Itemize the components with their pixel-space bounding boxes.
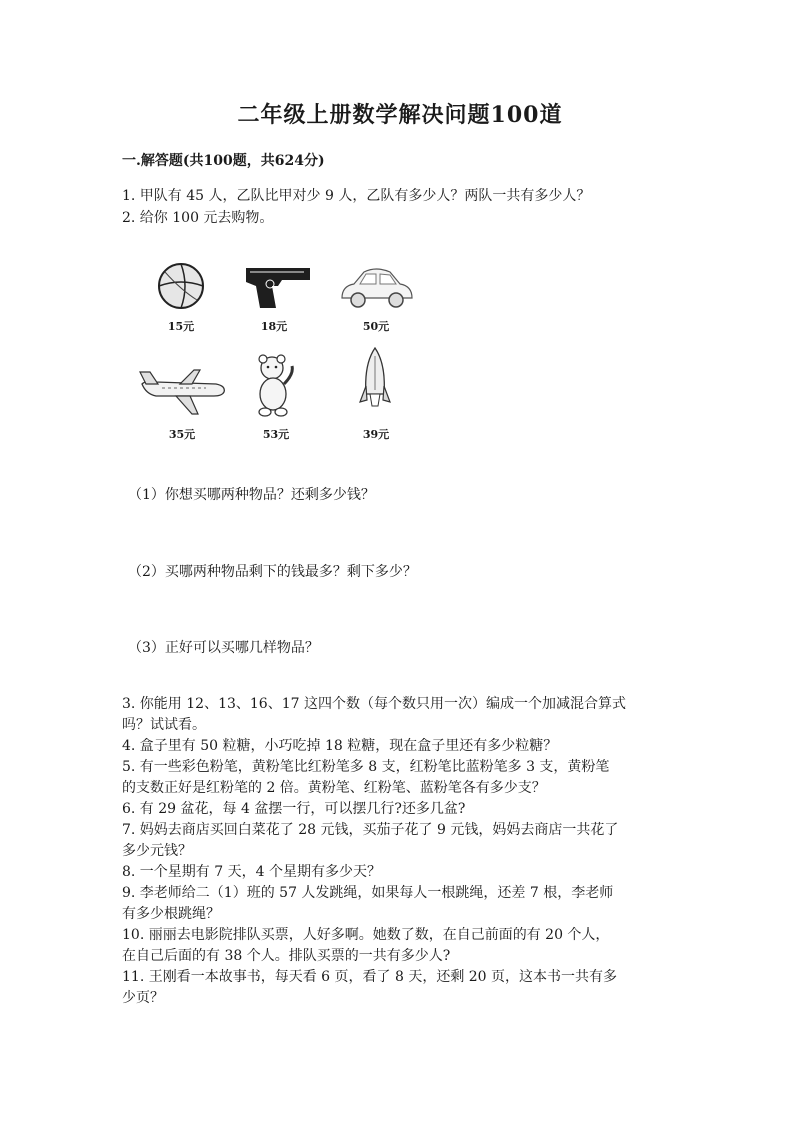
question-7-line-1: 7. 妈妈去商店买回白菜花了 28 元钱，买茄子花了 9 元钱，妈妈去商店一共花了 (122, 822, 619, 838)
airplane-icon (136, 362, 228, 418)
price-label: 39元 (362, 428, 390, 441)
question-9-line-1: 9. 李老师给二（1）班的 57 人发跳绳，如果每人一根跳绳，还差 7 根，李老师 (122, 885, 614, 901)
question-6: 6. 有 29 盆花，每 4 盆摆一行，可以摆几行?还多几盆? (122, 801, 466, 817)
toy-car-icon (336, 262, 416, 312)
question-2-part-3: （3）正好可以买哪几样物品？ (128, 640, 319, 656)
question-5-line-1: 5. 有一些彩色粉笔，黄粉笔比红粉笔多 8 支，红粉笔比蓝粉笔多 3 支，黄粉笔 (122, 759, 610, 775)
question-7-line-2: 多少元钱？ (122, 843, 192, 859)
question-1: 1. 甲队有 45 人，乙队比甲对少 9 人，乙队有多少人？两队一共有多少人？ (122, 188, 591, 204)
question-2-part-2: （2）买哪两种物品剩下的钱最多？剩下多少？ (128, 564, 417, 580)
question-2-part-1: （1）你想买哪两种物品？还剩多少钱？ (128, 487, 375, 503)
teddy-bear-icon (252, 352, 298, 418)
question-3-line-2: 吗？试试看。 (122, 717, 206, 733)
question-5-line-2: 的支数正好是红粉笔的 2 倍。黄粉笔、红粉笔、蓝粉笔各有多少支？ (122, 780, 546, 796)
question-3-line-1: 3. 你能用 12、13、16、17 这四个数（每个数只用一次）编成一个加减混合算式 (122, 696, 626, 712)
question-4: 4. 盒子里有 50 粒糖，小巧吃掉 18 粒糖，现在盒子里还有多少粒糖？ (122, 738, 558, 754)
question-10-line-2: 在自己后面的有 38 个人。排队买票的一共有多少人? (122, 948, 451, 964)
page-title: 二年级上册数学解决问题100道 (237, 102, 563, 128)
question-8: 8. 一个星期有 7 天，4 个星期有多少天？ (122, 864, 381, 880)
question-11-line-2: 少页？ (122, 990, 164, 1006)
question-2: 2. 给你 100 元去购物。 (122, 210, 274, 226)
ball-icon (155, 260, 207, 312)
price-label: 53元 (262, 428, 290, 441)
section-heading: 一.解答题(共100题，共624分) (122, 153, 325, 169)
rocket-icon (358, 346, 392, 418)
question-9-line-2: 有多少根跳绳？ (122, 906, 220, 922)
question-11-line-1: 11. 王刚看一本故事书，每天看 6 页，看了 8 天，还剩 20 页，这本书一共有多 (122, 969, 618, 985)
price-label: 18元 (260, 320, 288, 333)
price-label: 15元 (167, 320, 195, 333)
question-10-line-1: 10. 丽丽去电影院排队买票，人好多啊。她数了数，在自己前面的有 20 个人， (122, 927, 610, 943)
price-label: 50元 (362, 320, 390, 333)
price-label: 35元 (168, 428, 196, 441)
pistol-icon (242, 262, 314, 312)
